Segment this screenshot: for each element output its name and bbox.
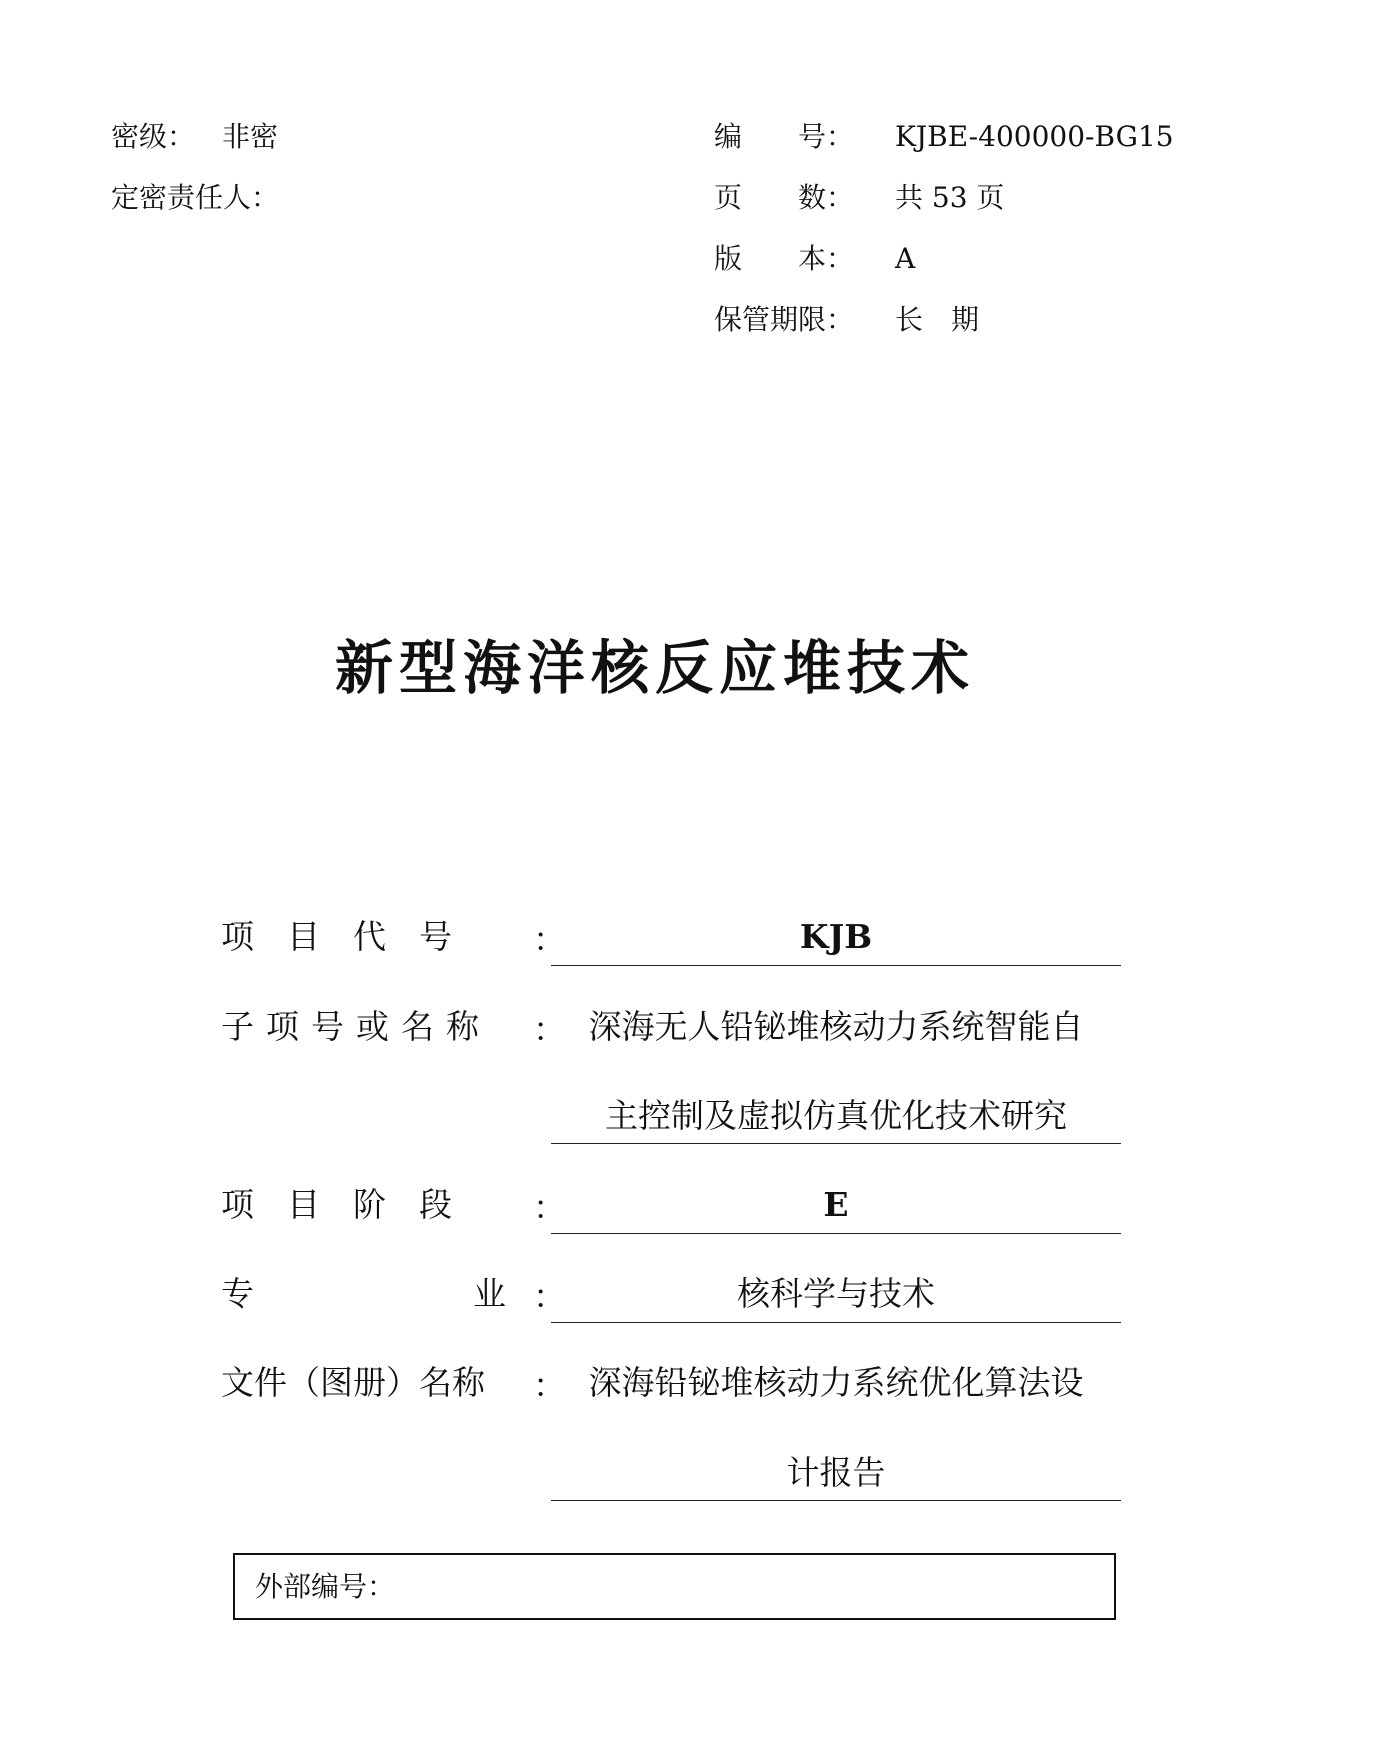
subproject-underline xyxy=(551,1143,1121,1144)
subproject-colon: ： xyxy=(533,1010,566,1049)
subproject-value-line1: 深海无人铅铋堆核动力系统智能自 xyxy=(588,1007,1084,1046)
project-stage-underline xyxy=(551,1233,1121,1234)
document-title: 新型海洋核反应堆技术 xyxy=(334,634,975,702)
project-stage-value: E xyxy=(823,1185,849,1224)
major-value: 核科学与技术 xyxy=(737,1274,935,1313)
file-name-value-line1: 深海铅铋堆核动力系统优化算法设 xyxy=(588,1363,1084,1402)
file-name-colon: ： xyxy=(533,1366,566,1405)
file-name-label: 文件（图册）名称 xyxy=(221,1363,485,1402)
major-colon: ： xyxy=(533,1277,566,1316)
external-number-box xyxy=(233,1553,1116,1620)
retention-period-value: 长 期 xyxy=(895,303,980,336)
responsible-person-label: 定密责任人： xyxy=(111,181,280,214)
classification-label: 密级： xyxy=(111,120,196,153)
external-number-label: 外部编号： xyxy=(255,1570,396,1603)
page-count-value: 共 53 页 xyxy=(895,181,1005,214)
document-number-label: 编 号： xyxy=(714,120,855,153)
project-code-value: KJB xyxy=(799,917,873,956)
file-name-value-line2: 计报告 xyxy=(786,1453,886,1492)
project-stage-colon: ： xyxy=(533,1188,566,1227)
file-name-underline xyxy=(551,1500,1121,1501)
subproject-label: 子项号或名称 xyxy=(221,1007,491,1046)
document-number-value: KJBE-400000-BG15 xyxy=(895,120,1174,153)
project-code-colon: ： xyxy=(533,920,566,959)
project-code-underline xyxy=(551,965,1121,966)
page-count-label: 页 数： xyxy=(714,181,855,214)
version-value: A xyxy=(895,242,916,275)
project-code-label: 项 目 代 号 xyxy=(221,917,452,956)
classification-value: 非密 xyxy=(222,120,279,153)
version-label: 版 本： xyxy=(714,242,855,275)
project-stage-label: 项 目 阶 段 xyxy=(221,1185,452,1224)
major-label: 专 xyxy=(221,1274,254,1313)
major-underline xyxy=(551,1322,1121,1323)
major-label-end: 业 xyxy=(473,1274,506,1313)
retention-period-label: 保管期限： xyxy=(714,303,855,336)
subproject-value-line2: 主控制及虚拟仿真优化技术研究 xyxy=(605,1096,1067,1135)
